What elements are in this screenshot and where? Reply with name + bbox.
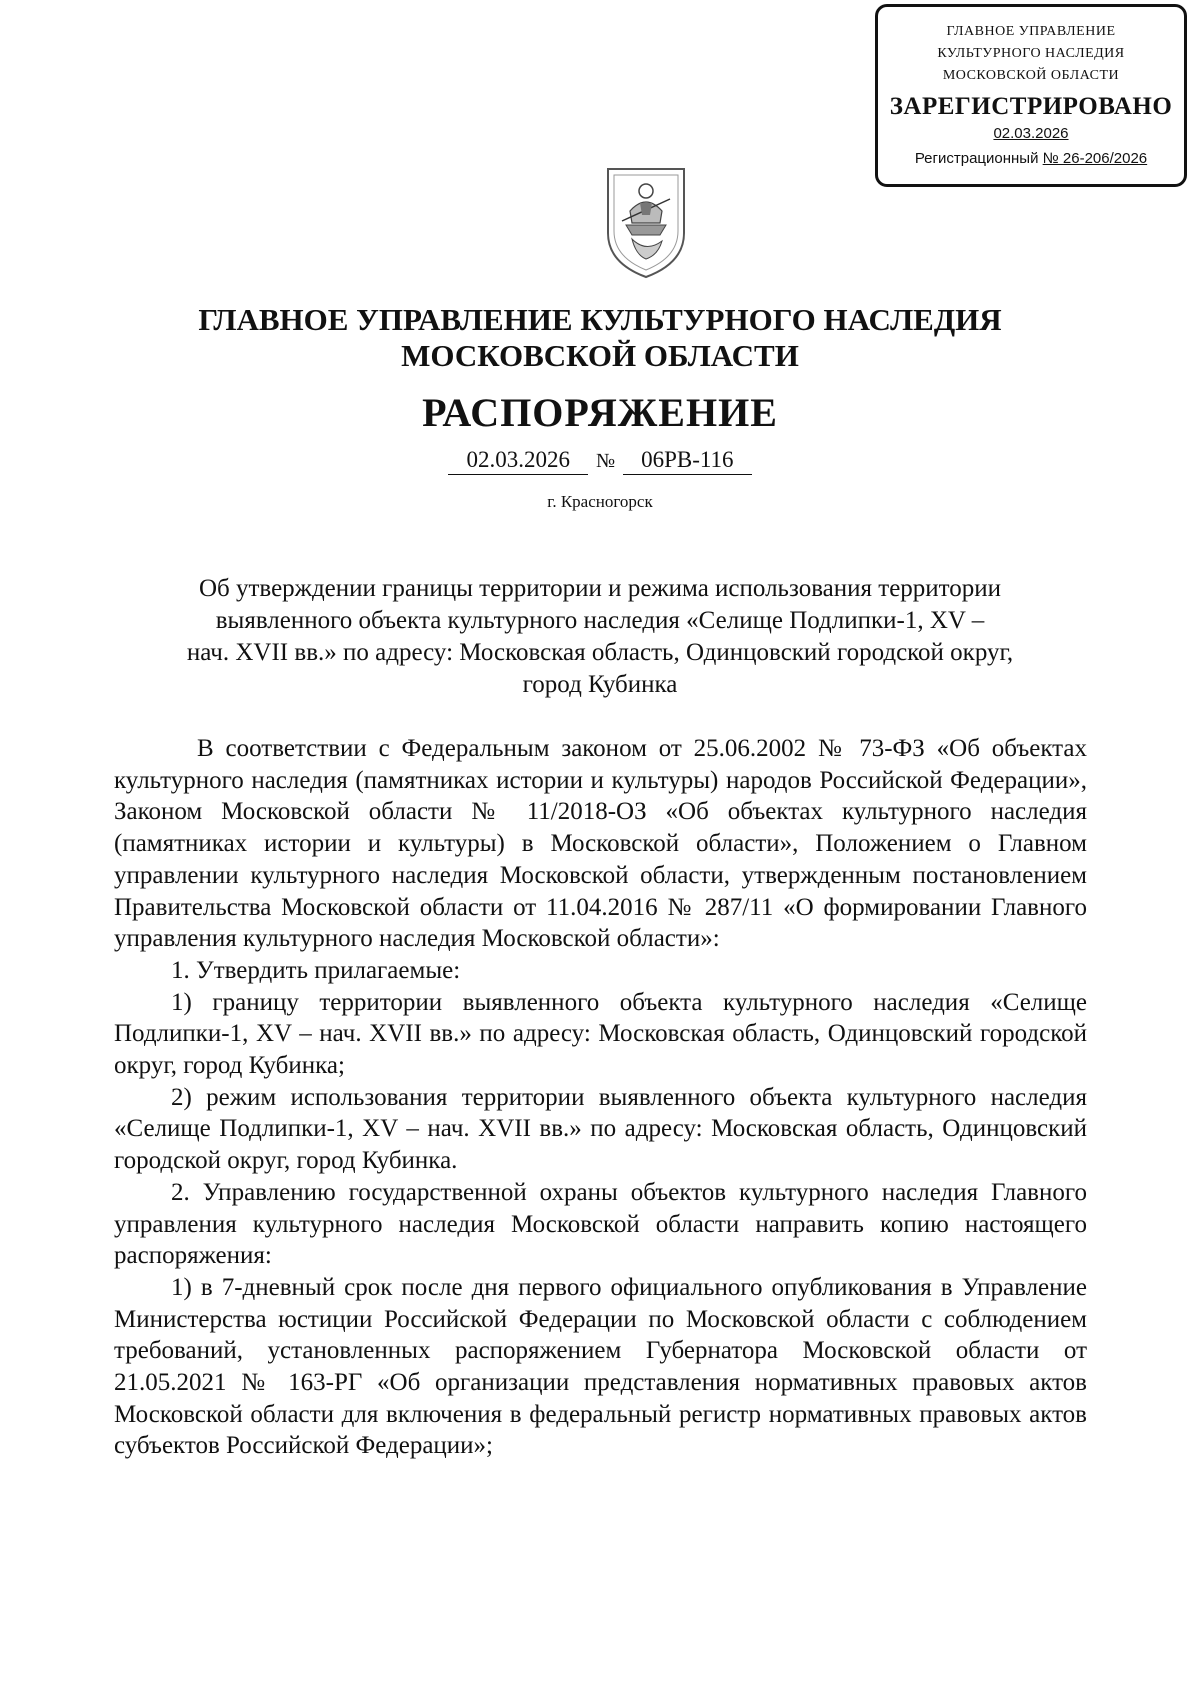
org-title-line: ГЛАВНОЕ УПРАВЛЕНИЕ КУЛЬТУРНОГО НАСЛЕДИЯ bbox=[198, 302, 1002, 337]
body-paragraph: В соответствии с Федеральным законом от 25.06.2002 № 73-ФЗ «Об объектах культурного наследия (памятниках истории и культуры) народов Российской Федерации», Законом Московской области № 11/2018-ОЗ «Об объектах культурного наследия (памятниках истории и культуры) в Московской области», Положением о Главном управлении культурного наследия Московской области, утвержденным постановлением Правительства Московской области от 11.04.2016 № 287/11 «О формировании Главного управления культурного наследия Московской области»: bbox=[114, 735, 1087, 953]
stamp-org-line: МОСКОВСКОЙ ОБЛАСТИ bbox=[942, 68, 1120, 83]
stamp-org-line: КУЛЬТУРНОГО НАСЛЕДИЯ bbox=[937, 46, 1125, 61]
stamp-reg-number bbox=[878, 150, 1184, 167]
stamp-date: 02.03.2026 bbox=[993, 125, 1069, 142]
document-number: 06РВ-116 bbox=[623, 447, 751, 475]
stamp-reg-value: № 26-206/2026 bbox=[1042, 150, 1148, 167]
moscow-oblast-coat-of-arms-icon bbox=[600, 163, 692, 281]
body-paragraph: 1. Утвердить прилагаемые: bbox=[171, 956, 461, 984]
body-paragraph: 2. Управлению государственной охраны объектов культурного наследия Главного управления культурного наследия Московской области направить копию настоящего распоряжения: bbox=[114, 1178, 1087, 1270]
subject-line: выявленного объекта культурного наследия «Селище Подлипки-1, XV – bbox=[215, 607, 985, 634]
org-title bbox=[0, 302, 1200, 374]
date-number-line bbox=[0, 447, 1200, 475]
subject-line: город Кубинка bbox=[522, 671, 678, 698]
number-sign: № bbox=[595, 450, 616, 472]
document-date: 02.03.2026 bbox=[448, 447, 588, 475]
stamp-status: ЗАРЕГИСТРИРОВАНО bbox=[889, 93, 1173, 120]
body-paragraph: 1) границу территории выявленного объекта культурного наследия «Селище Подлипки-1, XV – нач. XVII вв.» по адресу: Московская область, Одинцовский городской округ, город Кубинка; bbox=[114, 988, 1087, 1080]
body-paragraph: 1) в 7-дневный срок после дня первого официального опубликования в Управление Министерства юстиции Российской Федерации по Московской области с соблюдением требований, установленных распоряжением Губернатора Московской области от 21.05.2021 № 163-РГ «Об организации представления нормативных правовых актов Московской области для включения в федеральный регистр нормативных правовых актов субъектов Российской Федерации»; bbox=[114, 1273, 1087, 1460]
org-title-line: МОСКОВСКОЙ ОБЛАСТИ bbox=[401, 338, 799, 373]
registration-stamp bbox=[875, 4, 1187, 187]
body-paragraph: 2) режим использования территории выявленного объекта культурного наследия «Селище Подлипки-1, XV – нач. XVII вв.» по адресу: Московская область, Одинцовский городской округ, город Кубинка. bbox=[114, 1083, 1087, 1175]
document-subject bbox=[130, 573, 1070, 701]
document-type: РАСПОРЯЖЕНИЕ bbox=[422, 390, 778, 435]
document-body bbox=[114, 733, 1087, 1462]
stamp-org-line: ГЛАВНОЕ УПРАВЛЕНИЕ bbox=[946, 24, 1116, 39]
subject-line: нач. XVII вв.» по адресу: Московская область, Одинцовский городской округ, bbox=[186, 639, 1014, 666]
city: г. Красногорск bbox=[547, 492, 653, 511]
subject-line: Об утверждении границы территории и режима использования территории bbox=[198, 575, 1002, 602]
stamp-reg-label: Регистрационный bbox=[914, 150, 1039, 167]
